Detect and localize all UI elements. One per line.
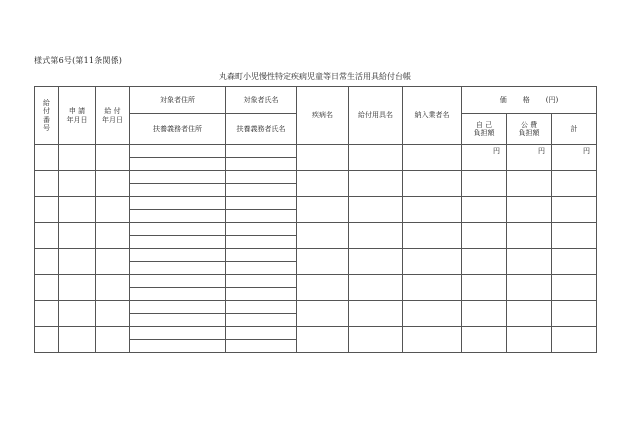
cell-taisho-jusho[interactable] xyxy=(130,249,226,262)
cell-kyufu-date[interactable] xyxy=(96,223,130,249)
header-yogu: 給付用具名 xyxy=(349,87,403,145)
cell-fuyo-shimei[interactable] xyxy=(226,210,297,223)
cell-kyufu-date[interactable] xyxy=(96,145,130,171)
header-fuyo-shimei: 扶養義務者氏名 xyxy=(226,114,297,145)
form-number: 様式第6号(第11条関係) xyxy=(34,56,123,65)
cell-kyufu-bango[interactable] xyxy=(35,145,59,171)
cell-jiko-futan[interactable] xyxy=(462,197,507,223)
table-row xyxy=(35,249,597,262)
table-row xyxy=(35,275,597,288)
cell-kohi-futan[interactable] xyxy=(507,301,552,327)
cell-taisho-shimei[interactable] xyxy=(226,275,297,288)
cell-fuyo-jusho[interactable] xyxy=(130,340,226,353)
cell-taisho-jusho[interactable] xyxy=(130,145,226,158)
cell-nonyu[interactable] xyxy=(403,223,462,249)
cell-nonyu[interactable] xyxy=(403,197,462,223)
cell-taisho-shimei[interactable] xyxy=(226,223,297,236)
table-row xyxy=(35,145,597,158)
cell-kyufu-date[interactable] xyxy=(96,197,130,223)
cell-shippei[interactable] xyxy=(297,275,349,301)
cell-jiko-futan[interactable] xyxy=(462,171,507,197)
header-kohi-futan: 公 費 負担額 xyxy=(507,114,552,145)
cell-taisho-shimei[interactable] xyxy=(226,197,297,210)
cell-shippei[interactable] xyxy=(297,249,349,275)
cell-fuyo-shimei[interactable] xyxy=(226,340,297,353)
cell-jiko-futan[interactable] xyxy=(462,301,507,327)
cell-jiko-futan[interactable] xyxy=(462,223,507,249)
cell-nonyu[interactable] xyxy=(403,275,462,301)
cell-fuyo-jusho[interactable] xyxy=(130,184,226,197)
cell-fuyo-jusho[interactable] xyxy=(130,158,226,171)
header-kakaku: 価 格 (円) xyxy=(462,87,597,114)
cell-shinsei-date[interactable] xyxy=(59,249,96,275)
cell-nonyu[interactable] xyxy=(403,327,462,353)
cell-taisho-shimei[interactable] xyxy=(226,145,297,158)
cell-shippei[interactable] xyxy=(297,223,349,249)
table-row xyxy=(35,327,597,340)
cell-shippei[interactable] xyxy=(297,301,349,327)
table-row xyxy=(35,171,597,184)
cell-yogu[interactable] xyxy=(349,275,403,301)
cell-taisho-jusho[interactable] xyxy=(130,197,226,210)
cell-shinsei-date[interactable] xyxy=(59,275,96,301)
cell-taisho-jusho[interactable] xyxy=(130,301,226,314)
cell-kyufu-date[interactable] xyxy=(96,327,130,353)
cell-yogu[interactable] xyxy=(349,223,403,249)
ledger-table xyxy=(34,86,597,353)
cell-taisho-shimei[interactable] xyxy=(226,327,297,340)
header-nonyu: 納入業者名 xyxy=(403,87,462,145)
cell-shinsei-date[interactable] xyxy=(59,223,96,249)
cell-kyufu-bango[interactable] xyxy=(35,275,59,301)
header-shinsei-date: 申 請 年月日 xyxy=(59,87,96,145)
cell-kohi-futan[interactable] xyxy=(507,275,552,301)
cell-shippei[interactable] xyxy=(297,327,349,353)
header-taisho-jusho: 対象者住所 xyxy=(130,87,226,114)
cell-yogu[interactable] xyxy=(349,171,403,197)
cell-kei[interactable] xyxy=(552,301,597,327)
cell-taisho-shimei[interactable] xyxy=(226,249,297,262)
cell-kei[interactable] xyxy=(552,223,597,249)
header-kei: 計 xyxy=(552,114,597,145)
cell-shippei[interactable] xyxy=(297,171,349,197)
cell-taisho-shimei[interactable] xyxy=(226,171,297,184)
cell-shinsei-date[interactable] xyxy=(59,145,96,171)
cell-kyufu-bango[interactable] xyxy=(35,171,59,197)
cell-nonyu[interactable] xyxy=(403,145,462,171)
cell-nonyu[interactable] xyxy=(403,301,462,327)
cell-fuyo-shimei[interactable] xyxy=(226,236,297,249)
form-title: 丸森町小児慢性特定疾病児童等日常生活用具給付台帳 xyxy=(219,72,411,81)
cell-kohi-futan[interactable] xyxy=(507,171,552,197)
cell-yogu[interactable] xyxy=(349,145,403,171)
cell-fuyo-jusho[interactable] xyxy=(130,210,226,223)
cell-kyufu-bango[interactable] xyxy=(35,327,59,353)
cell-kyufu-bango[interactable] xyxy=(35,223,59,249)
cell-jiko-futan[interactable] xyxy=(462,249,507,275)
cell-fuyo-jusho[interactable] xyxy=(130,236,226,249)
cell-shinsei-date[interactable] xyxy=(59,301,96,327)
header-kyufu-date: 給 付 年月日 xyxy=(96,87,130,145)
cell-yogu[interactable] xyxy=(349,301,403,327)
cell-fuyo-jusho[interactable] xyxy=(130,314,226,327)
cell-kei[interactable] xyxy=(552,171,597,197)
cell-kei[interactable] xyxy=(552,197,597,223)
table-row xyxy=(35,197,597,210)
cell-shinsei-date[interactable] xyxy=(59,197,96,223)
cell-kyufu-bango[interactable] xyxy=(35,249,59,275)
cell-kyufu-bango[interactable] xyxy=(35,301,59,327)
cell-fuyo-shimei[interactable] xyxy=(226,184,297,197)
cell-kohi-futan[interactable] xyxy=(507,249,552,275)
cell-shippei[interactable] xyxy=(297,197,349,223)
cell-fuyo-jusho[interactable] xyxy=(130,262,226,275)
cell-fuyo-shimei[interactable] xyxy=(226,262,297,275)
cell-taisho-jusho[interactable] xyxy=(130,275,226,288)
cell-kyufu-date[interactable] xyxy=(96,275,130,301)
cell-kohi-futan[interactable] xyxy=(507,223,552,249)
cell-nonyu[interactable] xyxy=(403,171,462,197)
header-kyufu-bango: 給 付 番 号 xyxy=(35,87,59,145)
cell-taisho-shimei[interactable] xyxy=(226,301,297,314)
cell-kei[interactable]: 円 xyxy=(552,145,597,171)
cell-kohi-futan[interactable] xyxy=(507,197,552,223)
cell-jiko-futan[interactable]: 円 xyxy=(462,145,507,171)
cell-kohi-futan[interactable]: 円 xyxy=(507,145,552,171)
cell-fuyo-shimei[interactable] xyxy=(226,288,297,301)
cell-jiko-futan[interactable] xyxy=(462,327,507,353)
cell-fuyo-jusho[interactable] xyxy=(130,288,226,301)
cell-shippei[interactable] xyxy=(297,145,349,171)
cell-nonyu[interactable] xyxy=(403,249,462,275)
cell-taisho-jusho[interactable] xyxy=(130,171,226,184)
cell-kei[interactable] xyxy=(552,327,597,353)
cell-taisho-jusho[interactable] xyxy=(130,223,226,236)
header-fuyo-jusho: 扶養義務者住所 xyxy=(130,114,226,145)
cell-shinsei-date[interactable] xyxy=(59,171,96,197)
header-shippei: 疾病名 xyxy=(297,87,349,145)
cell-yogu[interactable] xyxy=(349,327,403,353)
header-taisho-shimei: 対象者氏名 xyxy=(226,87,297,114)
header-jiko-futan: 自 己 負担額 xyxy=(462,114,507,145)
cell-yogu[interactable] xyxy=(349,197,403,223)
cell-shinsei-date[interactable] xyxy=(59,327,96,353)
table-row xyxy=(35,301,597,314)
table-row xyxy=(35,223,597,236)
cell-jiko-futan[interactable] xyxy=(462,275,507,301)
cell-kei[interactable] xyxy=(552,249,597,275)
cell-kyufu-bango[interactable] xyxy=(35,197,59,223)
cell-fuyo-shimei[interactable] xyxy=(226,314,297,327)
cell-fuyo-shimei[interactable] xyxy=(226,158,297,171)
cell-kyufu-date[interactable] xyxy=(96,171,130,197)
cell-kyufu-date[interactable] xyxy=(96,301,130,327)
cell-kyufu-date[interactable] xyxy=(96,249,130,275)
cell-kohi-futan[interactable] xyxy=(507,327,552,353)
cell-kei[interactable] xyxy=(552,275,597,301)
cell-yogu[interactable] xyxy=(349,249,403,275)
cell-taisho-jusho[interactable] xyxy=(130,327,226,340)
